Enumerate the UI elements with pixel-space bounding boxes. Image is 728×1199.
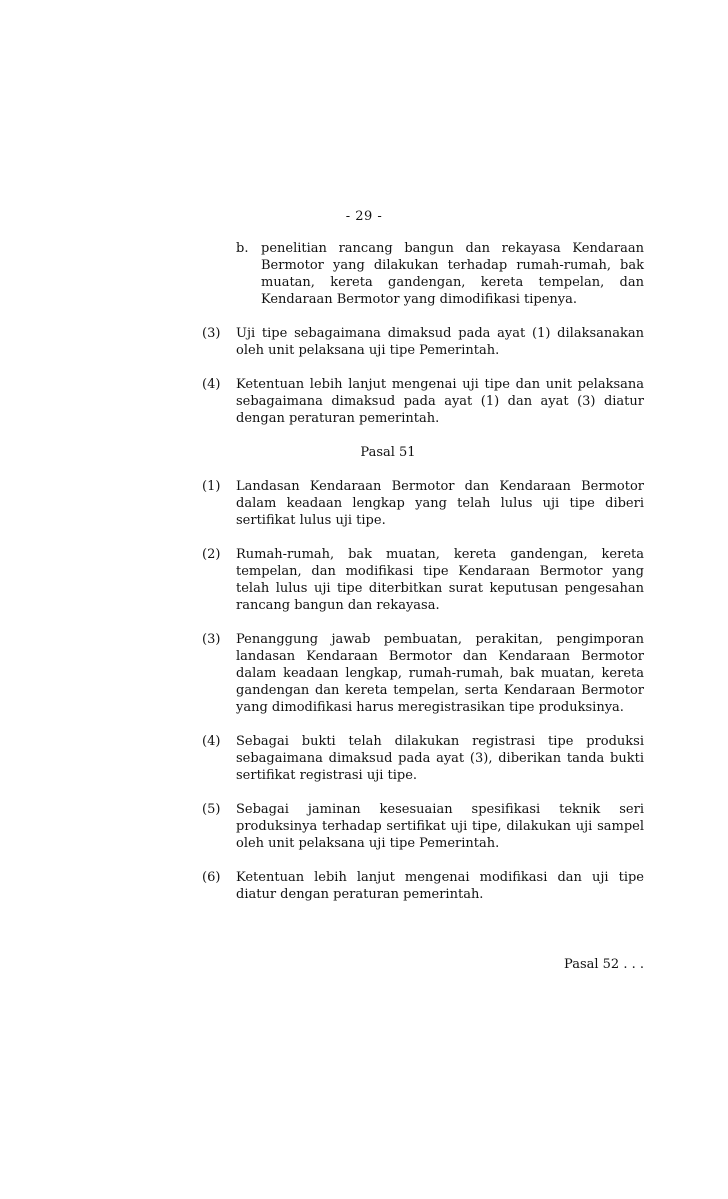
page-number: - 29 - <box>345 209 383 224</box>
sub-item-marker: b. <box>236 241 249 256</box>
pasal-50-clause-3 <box>202 325 644 359</box>
clause-text: Ketentuan lebih lanjut mengenai uji tipe dan unit pelaksana sebagaimana dimaksud pada ayat (1) dan ayat (3) diatur dengan peraturan pemerintah. <box>236 377 644 426</box>
next-page-continuation: Pasal 52 . . . <box>564 957 644 972</box>
clause-marker: (5) <box>202 802 221 817</box>
document-body <box>202 240 644 903</box>
pasal-51-clause-4 <box>202 733 644 784</box>
clause-text: Rumah-rumah, bak muatan, kereta gandengan, kereta tempelan, dan modifikasi tipe Kendaraan Bermotor yang telah lulus uji tipe diterbitkan surat keputusan pengesahan rancang bangun dan rekayasa. <box>236 547 644 613</box>
clause-text: Sebagai jaminan kesesuaian spesifikasi teknik seri produksinya terhadap sertifikat uji tipe, dilakukan uji sampel oleh unit pelaksana uji tipe Pemerintah. <box>236 802 644 851</box>
pasal-51-heading: Pasal 51 <box>360 445 416 460</box>
pasal-51-clause-3 <box>202 631 644 716</box>
pasal-51-clause-2 <box>202 546 644 614</box>
sub-item-text: penelitian rancang bangun dan rekayasa Kendaraan Bermotor yang dilakukan terhadap rumah-rumah, bak muatan, kereta gandengan, kereta tempelan, dan Kendaraan Bermotor yang dimodifikasi tipenya. <box>261 241 644 307</box>
clause-marker: (4) <box>202 377 221 392</box>
pasal-51-clause-6 <box>202 869 644 903</box>
pasal-51-clause-1 <box>202 478 644 529</box>
clause-text: Landasan Kendaraan Bermotor dan Kendaraan Bermotor dalam keadaan lengkap yang telah lulus uji tipe diberi sertifikat lulus uji tipe. <box>236 479 644 528</box>
clause-text: Ketentuan lebih lanjut mengenai modifikasi dan uji tipe diatur dengan peraturan pemerintah. <box>236 870 644 902</box>
clause-marker: (1) <box>202 479 221 494</box>
clause-marker: (3) <box>202 326 221 341</box>
clause-text: Penanggung jawab pembuatan, perakitan, pengimporan landasan Kendaraan Bermotor dan Kendaraan Bermotor dalam keadaan lengkap, rumah-rumah, bak muatan, kereta gandengan dan kereta tempelan, serta Kendaraan Bermotor yang dimodifikasi harus meregistrasikan tipe produksinya. <box>236 632 644 715</box>
clause-marker: (2) <box>202 547 221 562</box>
clause-marker: (3) <box>202 632 221 647</box>
pasal-51-clause-5 <box>202 801 644 852</box>
clause-text: Uji tipe sebagaimana dimaksud pada ayat (1) dilaksanakan oleh unit pelaksana uji tipe Pemerintah. <box>236 326 644 358</box>
clause-marker: (4) <box>202 734 221 749</box>
pasal-50-clause-4 <box>202 376 644 427</box>
clause-text: Sebagai bukti telah dilakukan registrasi tipe produksi sebagaimana dimaksud pada ayat (3), diberikan tanda bukti sertifikat registrasi uji tipe. <box>236 734 644 783</box>
sub-item-b <box>236 240 644 308</box>
clause-marker: (6) <box>202 870 221 885</box>
